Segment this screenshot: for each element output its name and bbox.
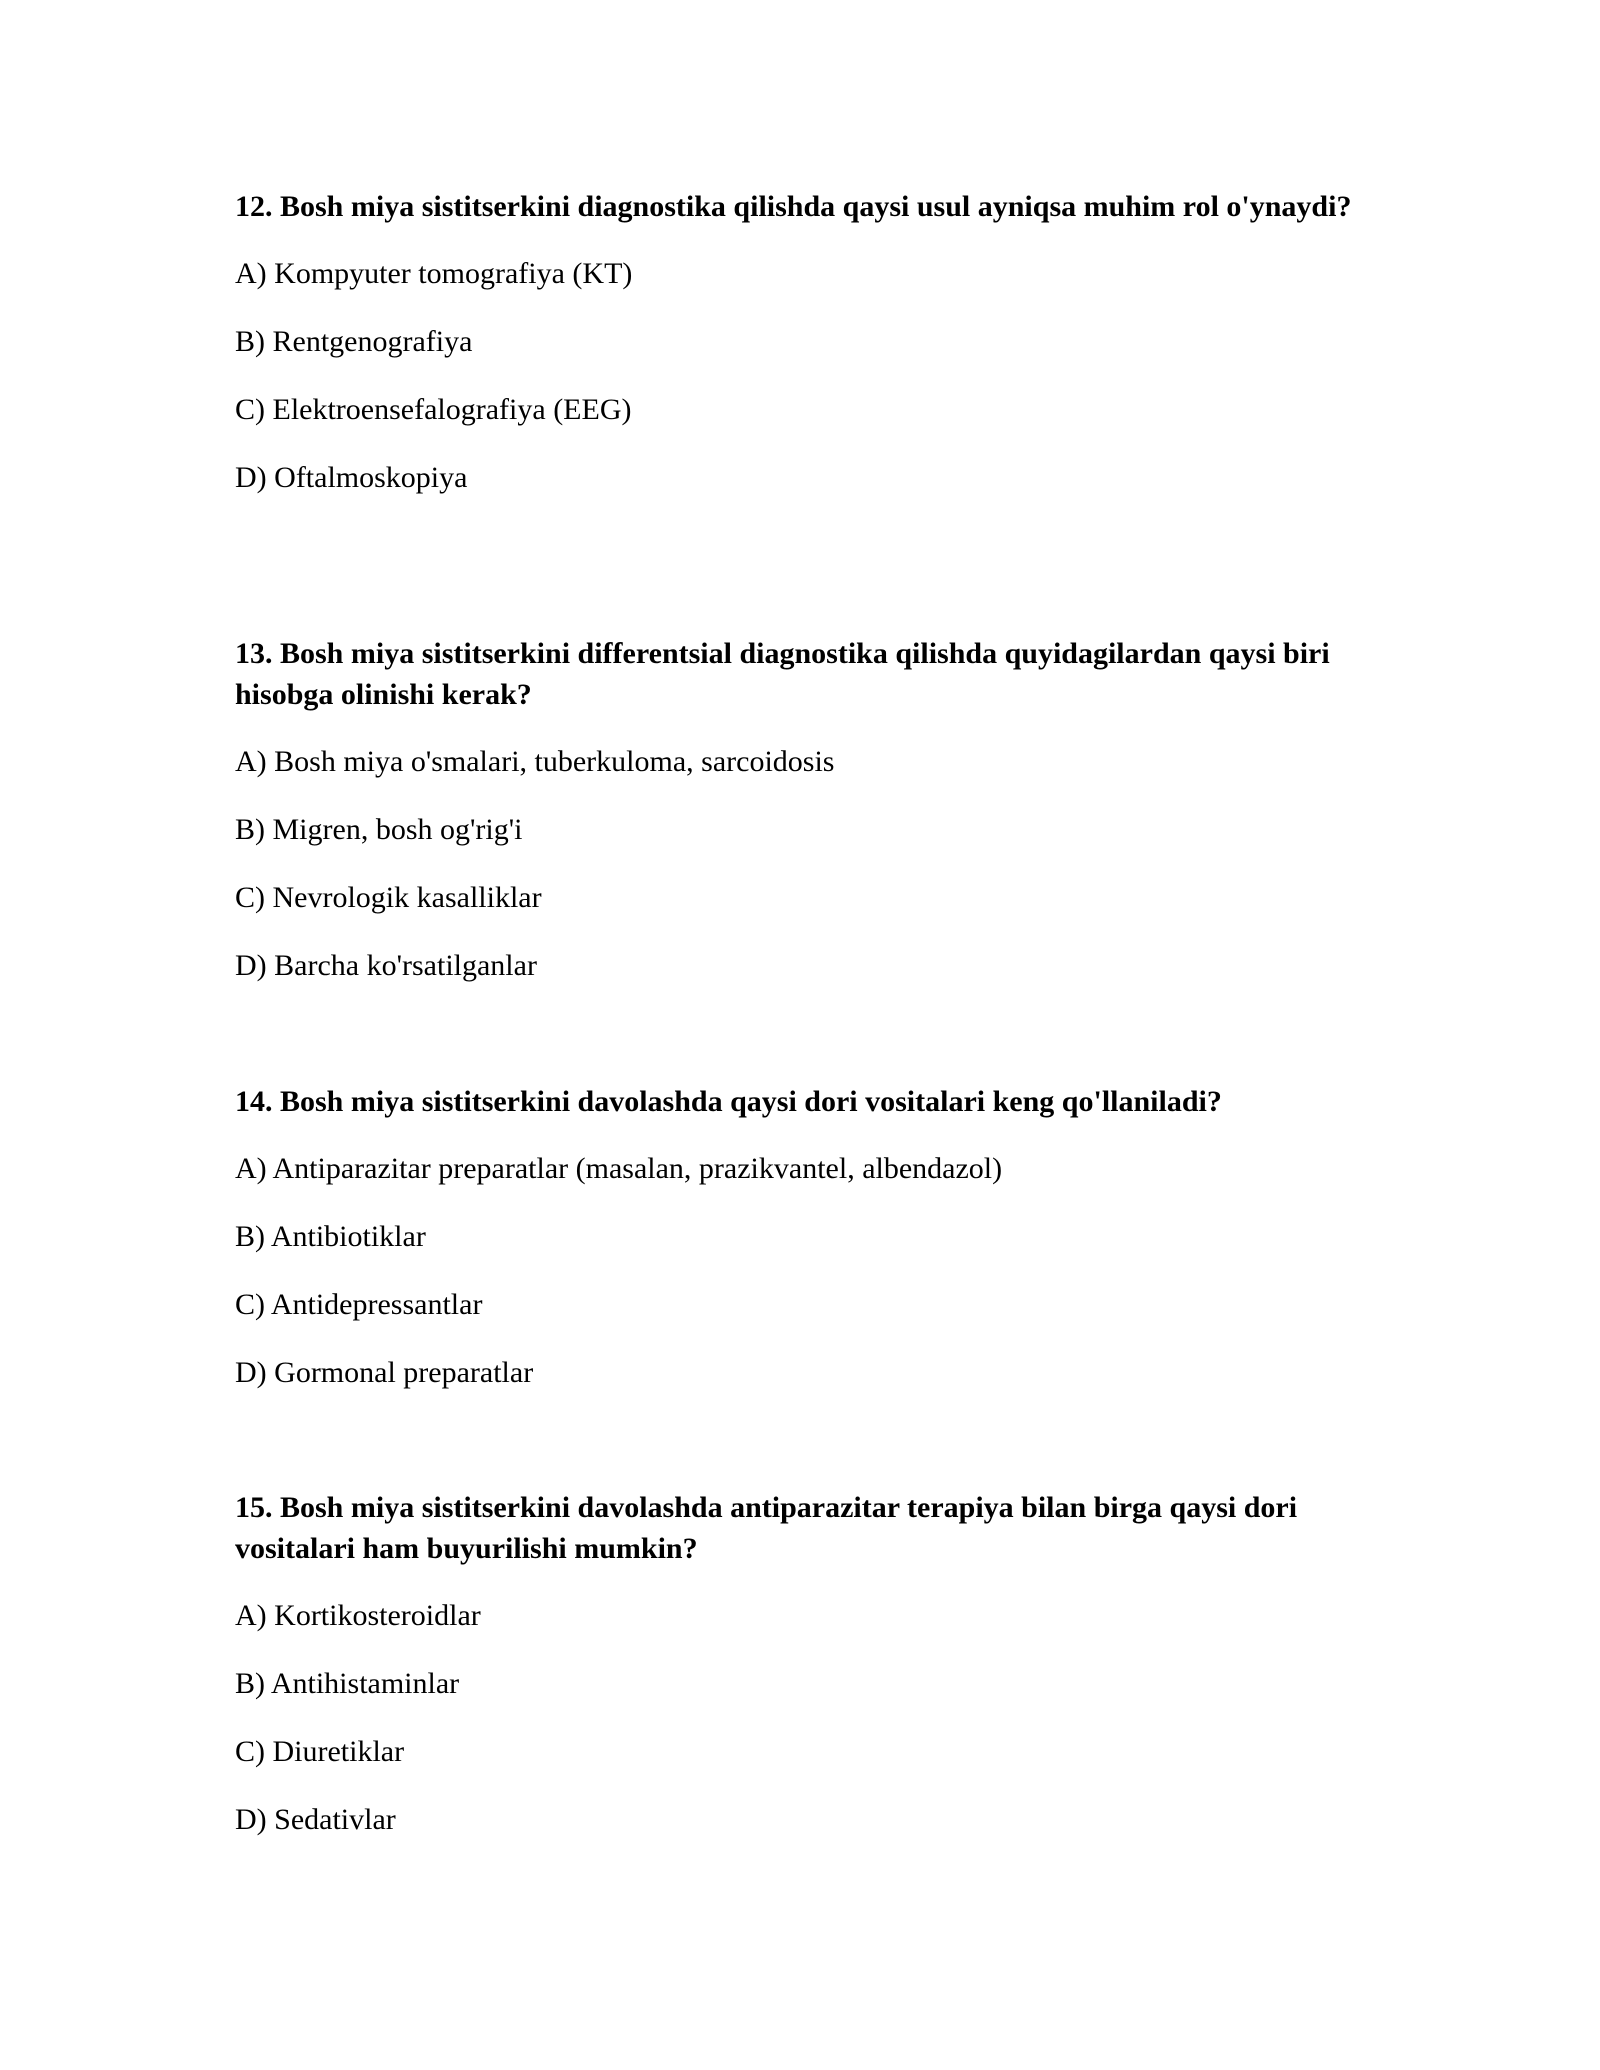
answer-option-d: D) Oftalmoskopiya: [235, 461, 468, 494]
answer-option-d: D) Barcha ko'rsatilganlar: [235, 949, 537, 982]
answer-option-c: C) Elektroensefalografiya (EEG): [235, 393, 632, 426]
answer-option-c: C) Diuretiklar: [235, 1735, 405, 1768]
answer-option-a: A) Kortikosteroidlar: [235, 1599, 481, 1632]
answer-option-b: B) Migren, bosh og'rig'i: [235, 813, 523, 846]
answer-option-d: D) Sedativlar: [235, 1803, 396, 1836]
answer-option-c: C) Nevrologik kasalliklar: [235, 881, 542, 914]
question-12: [235, 186, 1375, 529]
question-text: 13. Bosh miya sistitserkini differentsial diagnostika qilishda quyidagilardan qaysi biri hisobga olinishi kerak?: [235, 637, 1330, 711]
question-text: 15. Bosh miya sistitserkini davolashda antiparazitar terapiya bilan birga qaysi dori vositalari ham buyurilishi mumkin?: [235, 1491, 1298, 1565]
question-14: [235, 1081, 1375, 1424]
answer-option-b: B) Antihistaminlar: [235, 1667, 460, 1700]
answer-option-a: A) Antiparazitar preparatlar (masalan, prazikvantel, albendazol): [235, 1152, 1003, 1185]
question-13: [235, 633, 1375, 1017]
answer-option-b: B) Rentgenografiya: [235, 325, 473, 358]
question-text: 12. Bosh miya sistitserkini diagnostika qilishda qaysi usul ayniqsa muhim rol o'ynaydi?: [235, 190, 1352, 223]
answer-option-a: A) Bosh miya o'smalari, tuberkuloma, sarcoidosis: [235, 745, 835, 778]
answer-option-a: A) Kompyuter tomografiya (KT): [235, 257, 633, 290]
question-15: [235, 1487, 1375, 1871]
question-text: 14. Bosh miya sistitserkini davolashda qaysi dori vositalari keng qo'llaniladi?: [235, 1085, 1222, 1118]
answer-option-b: B) Antibiotiklar: [235, 1220, 426, 1253]
answer-option-d: D) Gormonal preparatlar: [235, 1356, 534, 1389]
answer-option-c: C) Antidepressantlar: [235, 1288, 483, 1321]
